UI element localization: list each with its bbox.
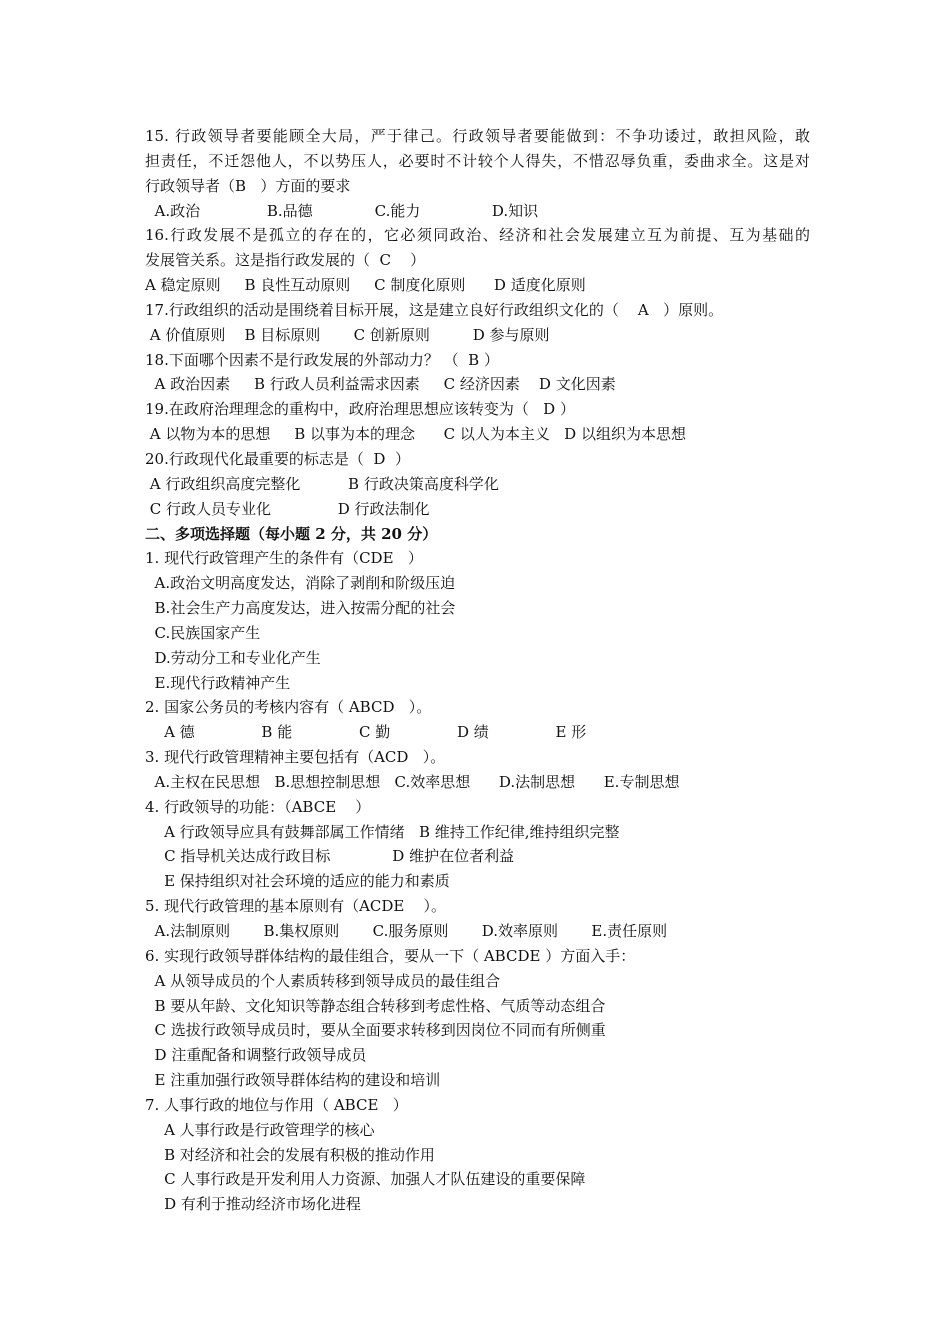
- mc-question-1-text: 1. 现代行政管理产生的条件有（CDE ）: [145, 549, 423, 568]
- mc-question-6-option-d: D 注重配备和调整行政领导成员: [145, 1046, 367, 1065]
- document-page: [145, 124, 810, 1217]
- mc-question-5-text: 5. 现代行政管理的基本原则有（ACDE ）。: [145, 897, 446, 916]
- mc-question-2-options: A 德 B 能 C 勤 D 绩 E 形: [145, 723, 587, 742]
- mc-question-3-options: A.主权在民思想 B.思想控制思想 C.效率思想 D.法制思想 E.专制思想: [145, 772, 680, 791]
- question-16-text-line-1: 16.行政发展不是孤立的存在的，它必须同政治、经济和社会发展建立互为前提、互为基础的: [145, 226, 810, 245]
- question-20-options-1: A 行政组织高度完整化 B 行政决策高度科学化: [145, 474, 499, 493]
- question-16-options: A 稳定原则 B 良性互动原则 C 制度化原则 D 适度化原则: [145, 276, 586, 295]
- mc-question-7-text: 7. 人事行政的地位与作用（ ABCE ）: [145, 1095, 408, 1114]
- mc-question-3-text: 3. 现代行政管理精神主要包括有（ACD ）。: [145, 748, 446, 767]
- question-17-options: A 价值原则 B 目标原则 C 创新原则 D 参与原则: [145, 325, 550, 344]
- mc-question-4-options-ab: A 行政领导应具有鼓舞部属工作情绪 B 维持工作纪律,维持组织完整: [145, 822, 620, 841]
- section-heading-multiple-choice: 二、多项选择题（每小题 2 分，共 20 分）: [145, 524, 438, 543]
- question-20-text: 20.行政现代化最重要的标志是（ D ）: [145, 449, 410, 468]
- question-15-text-line-3: 行政领导者（B ）方面的要求: [145, 176, 351, 195]
- mc-question-4-options-cd: C 指导机关达成行政目标 D 维护在位者利益: [145, 847, 515, 866]
- question-19-options: A 以物为本的思想 B 以事为本的理念 C 以人为本主义 D 以组织为本思想: [145, 425, 686, 444]
- question-18-options: A 政治因素 B 行政人员利益需求因素 C 经济因素 D 文化因素: [145, 375, 616, 394]
- mc-question-1-option-d: D.劳动分工和专业化产生: [145, 648, 321, 667]
- question-16-text-line-2: 发展管关系。这是指行政发展的（ C ）: [145, 251, 426, 270]
- question-15-text-line-2: 担责任，不迁怨他人，不以势压人，必要时不计较个人得失，不惜忍辱负重，委曲求全。这是对: [145, 151, 810, 170]
- mc-question-6-option-e: E 注重加强行政领导群体结构的建设和培训: [145, 1071, 441, 1090]
- question-15-text-line-1: 15. 行政领导者要能顾全大局，严于律己。行政领导者要能做到：不争功诿过，敢担风险，敢: [145, 127, 810, 145]
- question-15-options: A.政治 B.品德 C.能力 D.知识: [145, 201, 539, 220]
- mc-question-7-option-a: A 人事行政是行政管理学的核心: [145, 1120, 375, 1139]
- question-20-options-2: C 行政人员专业化 D 行政法制化: [145, 499, 430, 518]
- mc-question-7-option-c: C 人事行政是开发利用人力资源、加强人才队伍建设的重要保障: [145, 1170, 586, 1189]
- mc-question-4-text: 4. 行政领导的功能：（ABCE ）: [145, 797, 371, 816]
- mc-question-7-option-b: B 对经济和社会的发展有积极的推动作用: [145, 1145, 435, 1164]
- mc-question-6-option-b: B 要从年龄、文化知识等静态组合转移到考虑性格、气质等动态组合: [145, 996, 606, 1015]
- mc-question-7-option-d: D 有利于推动经济市场化进程: [145, 1195, 361, 1214]
- question-18-text: 18.下面哪个因素不是行政发展的外部动力？ （ B ）: [145, 350, 499, 369]
- mc-question-4-option-e: E 保持组织对社会环境的适应的能力和素质: [145, 872, 450, 891]
- mc-question-6-text: 6. 实现行政领导群体结构的最佳组合，要从一下（ ABCDE ）方面入手：: [145, 946, 636, 965]
- mc-question-1-option-a: A.政治文明高度发达，消除了剥削和阶级压迫: [145, 574, 456, 593]
- mc-question-6-option-a: A 从领导成员的个人素质转移到领导成员的最佳组合: [145, 971, 501, 990]
- mc-question-1-option-e: E.现代行政精神产生: [145, 673, 291, 692]
- mc-question-2-text: 2. 国家公务员的考核内容有（ ABCD ）。: [145, 698, 432, 717]
- mc-question-1-option-b: B.社会生产力高度发达，进入按需分配的社会: [145, 599, 456, 618]
- mc-question-1-option-c: C.民族国家产生: [145, 623, 261, 642]
- question-19-text: 19.在政府治理理念的重构中，政府治理思想应该转变为（ D ）: [145, 400, 575, 419]
- mc-question-6-option-c: C 选拔行政领导成员时，要从全面要求转移到因岗位不同而有所侧重: [145, 1021, 606, 1040]
- mc-question-5-options: A.法制原则 B.集权原则 C.服务原则 D.效率原则 E.责任原则: [145, 922, 668, 940]
- question-17-text: 17.行政组织的活动是围绕着目标开展，这是建立良好行政组织文化的（ A ）原则。: [145, 300, 724, 319]
